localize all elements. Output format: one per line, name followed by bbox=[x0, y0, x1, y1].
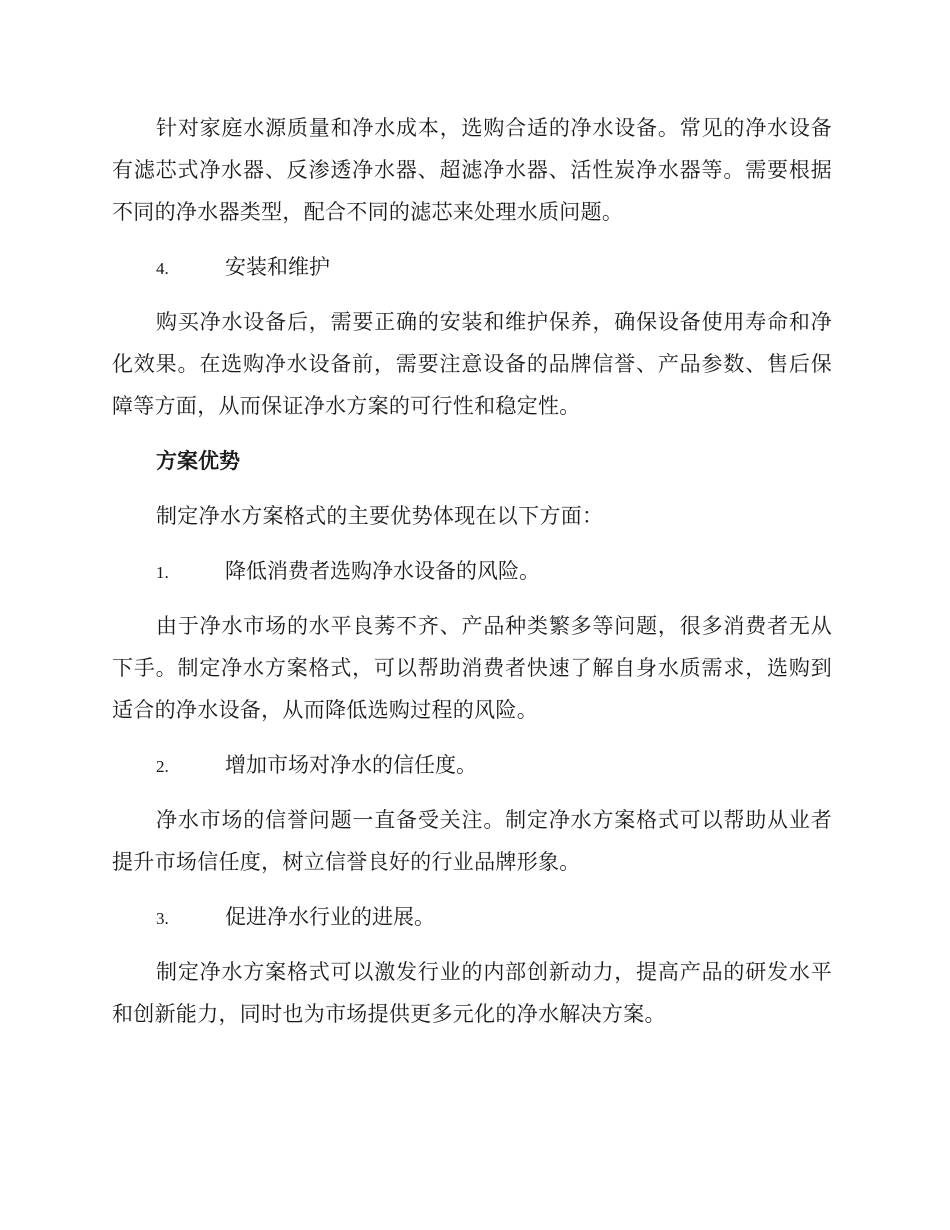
list-item-advantage-2 bbox=[156, 744, 836, 786]
paragraph-advantages-intro: 制定净水方案格式的主要优势体现在以下方面： bbox=[156, 504, 604, 528]
list-number: 1. bbox=[156, 563, 169, 582]
list-item-install-maintenance bbox=[156, 246, 836, 288]
list-number: 3. bbox=[156, 909, 169, 928]
list-item-text: 增加市场对净水的信任度。 bbox=[225, 753, 477, 777]
paragraph-advantage-2: 净水市场的信誉问题一直备受关注。制定净水方案格式可以帮助从业者提升市场信任度，树立信誉良好的行业品牌形象。 bbox=[112, 808, 832, 874]
paragraph-advantage-3: 制定净水方案格式可以激发行业的内部创新动力，提高产品的研发水平和创新能力，同时也为市场提供更多元化的净水解决方案。 bbox=[112, 960, 832, 1026]
section-heading: 方案优势 bbox=[156, 449, 240, 473]
list-item-text: 促进净水行业的进展。 bbox=[225, 905, 435, 929]
list-number: 4. bbox=[156, 259, 169, 278]
paragraph-equipment-selection: 针对家庭水源质量和净水成本，选购合适的净水设备。常见的净水设备有滤芯式净水器、反渗透净水器、超滤净水器、活性炭净水器等。需要根据不同的净水器类型，配合不同的滤芯来处理水质问题。 bbox=[112, 116, 832, 224]
list-item-advantage-1 bbox=[156, 550, 836, 592]
list-item-advantage-3 bbox=[156, 896, 836, 938]
list-item-text: 降低消费者选购净水设备的风险。 bbox=[225, 559, 540, 583]
list-item-text: 安装和维护 bbox=[225, 255, 330, 279]
paragraph-install-maintenance: 购买净水设备后，需要正确的安装和维护保养，确保设备使用寿命和净化效果。在选购净水设备前，需要注意设备的品牌信誉、产品参数、售后保障等方面，从而保证净水方案的可行性和稳定性。 bbox=[112, 310, 832, 418]
paragraph-advantage-1: 由于净水市场的水平良莠不齐、产品种类繁多等问题，很多消费者无从下手。制定净水方案格式，可以帮助消费者快速了解自身水质需求，选购到适合的净水设备，从而降低选购过程的风险。 bbox=[112, 614, 832, 722]
list-number: 2. bbox=[156, 757, 169, 776]
